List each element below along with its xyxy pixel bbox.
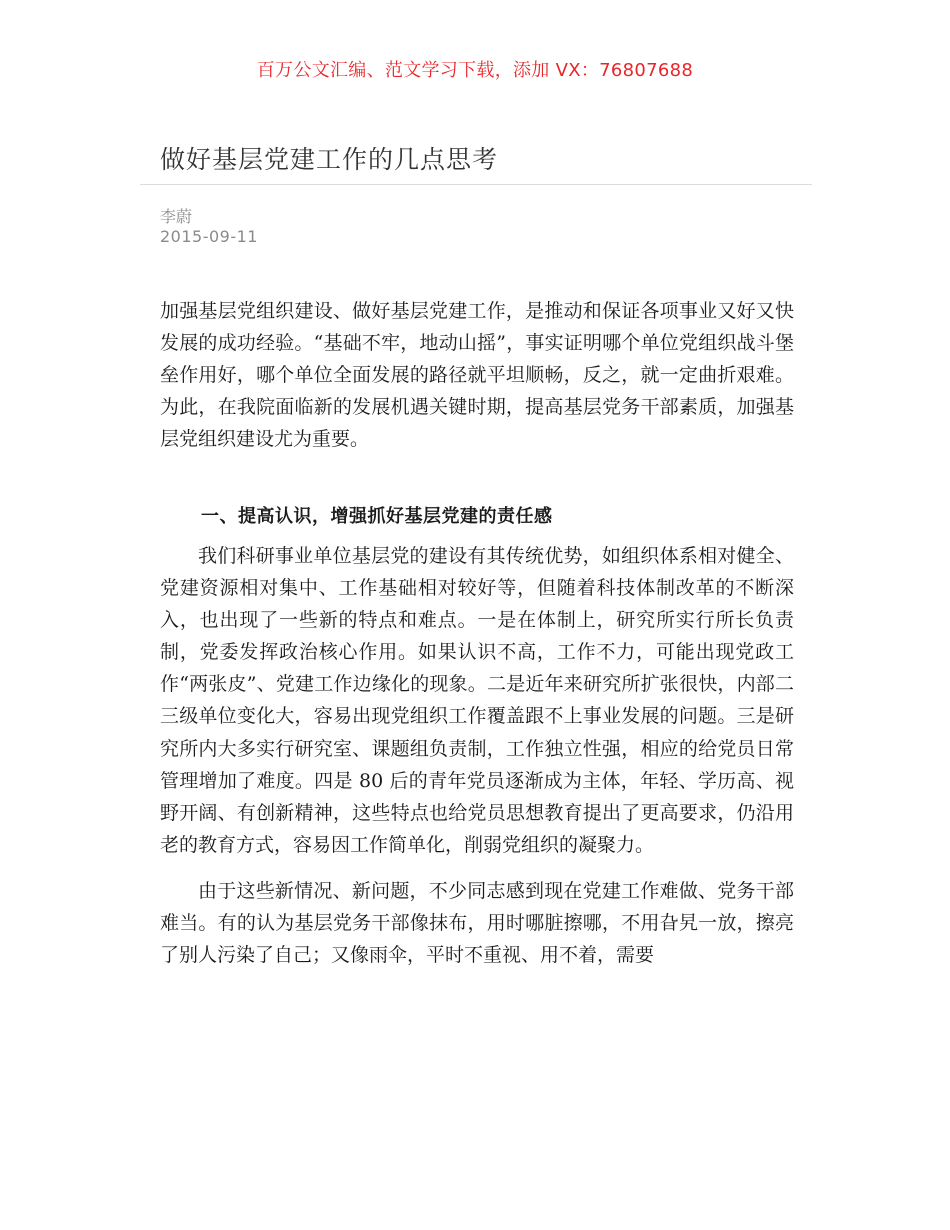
body-paragraph-1: 我们科研事业单位基层党的建设有其传统优势，如组织体系相对健全、党建资源相对集中、工作基础相对较好等，但随着科技体制改革的不断深入，也出现了一些新的特点和难点。一是在体制上，研究所实行所长负责制，党委发挥政治核心作用。如果认识不高，工作不力，可能出现党政工作“两张皮”、党建工作边缘化的现象。二是近年来研究所扩张很快，内部二三级单位变化大，容易出现党组织工作覆盖跟不上事业发展的问题。三是研究所内大多实行研究室、课题组负责制，工作独立性强，相应的给党员日常管理增加了难度。四是 80 后的青年党员逐渐成为主体，年轻、学历高、视野开阔、有创新精神，这些特点也给党员思想教育提出了更高要求，仍沿用老的教育方式，容易因工作简单化，削弱党组织的凝聚力。 [160, 545, 794, 856]
body-paragraph-2: 由于这些新情况、新问题，不少同志感到现在党建工作难做、党务干部难当。有的认为基层党务干部像抹布，用时哪脏擦哪，不用旮旯一放，擦亮了别人污染了自己；又像雨伞，平时不重视、用不着，需要 [160, 879, 794, 967]
title-divider [140, 184, 812, 185]
article-intro [160, 295, 794, 455]
article-title: 做好基层党建工作的几点思考 [160, 145, 499, 174]
promo-banner: 百万公文汇编、范文学习下载，添加 VX：76807688 [256, 60, 694, 81]
article-author: 李蔚 [160, 207, 193, 226]
article-date: 2015-09-11 [160, 227, 258, 246]
intro-paragraph: 加强基层党组织建设、做好基层党建工作，是推动和保证各项事业又好又快发展的成功经验。“基础不牢，地动山摇”，事实证明哪个单位党组织战斗堡垒作用好，哪个单位全面发展的路径就平坦顺畅，反之，就一定曲折艰难。为此，在我院面临新的发展机遇关键时期，提高基层党务干部素质，加强基层党组织建设尤为重要。 [160, 300, 794, 451]
section-heading: 一、提高认识，增强抓好基层党建的责任感 [201, 506, 553, 527]
article-body [160, 540, 794, 971]
